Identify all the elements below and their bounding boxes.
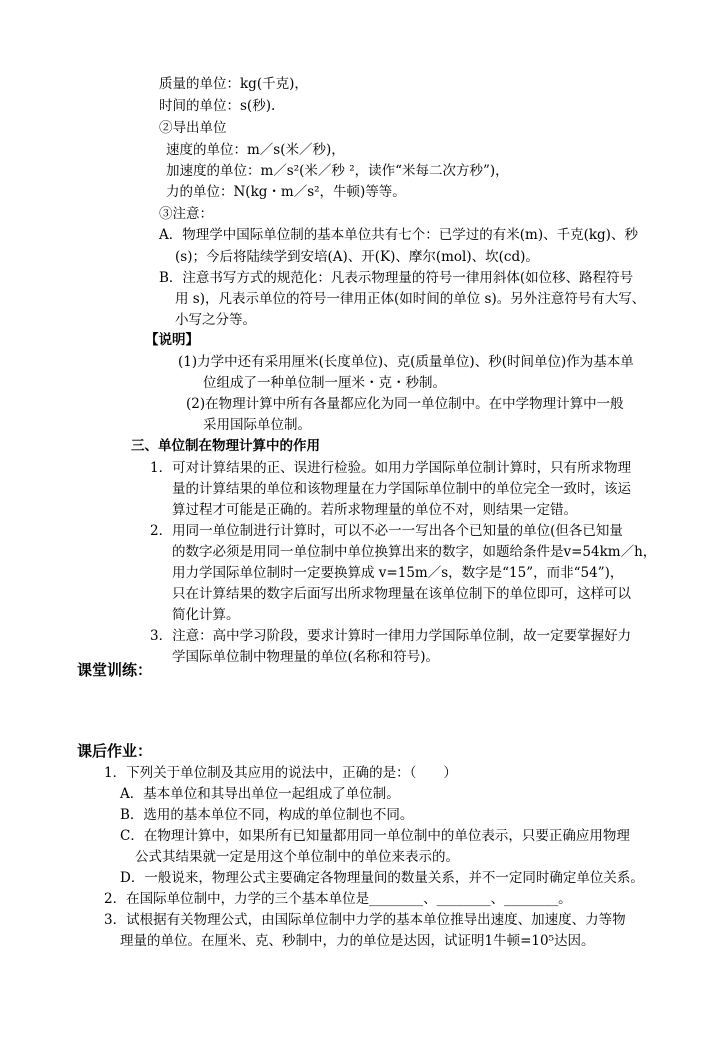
classroom-training-heading: 课堂训练：	[77, 661, 153, 679]
option-d: D．一般说来，物理公式主要确定各物理量间的数量关系，并不一定同时确定单位关系。	[120, 870, 644, 886]
text-line: 学国际单位制中物理量的单位(名称和符号)。	[172, 649, 440, 665]
text-line: 采用国际单位制。	[203, 417, 311, 433]
text-line: (2)在物理计算中所有各量都应化为同一单位制中。在中学物理计算中一般	[186, 396, 624, 412]
text-line: 算过程才可能是正确的。若所求物理量的单位不对，则结果一定错。	[172, 502, 577, 518]
homework-heading: 课后作业：	[77, 742, 153, 760]
text-line: 加速度的单位：m／s²(米／秒 ²，读作“米每二次方秒”)，	[166, 163, 509, 179]
text-line: 质量的单位：kg(千克)，	[159, 76, 308, 92]
text-line: (s)；今后将陆续学到安培(A)、开(K)、摩尔(mol)、坎(cd)。	[175, 249, 539, 265]
text-line: 公式其结果就一定是用这个单位制中的单位来表示的。	[135, 849, 459, 865]
text-line: 位组成了一种单位制一厘米・克・秒制。	[203, 375, 446, 391]
question-2: 2．在国际单位制中，力学的三个基本单位是________、________、________。	[104, 891, 572, 907]
text-line: 简化计算。	[172, 607, 240, 623]
text-line: B．注意书写方式的规范化：凡表示物理量的符号一律用斜体(如位移、路程符号	[159, 270, 634, 286]
text-line: 只在计算结果的数字后面写出所求物理量在该单位制下的单位即可，这样可以	[172, 586, 631, 602]
section-heading: 三、单位制在物理计算中的作用	[131, 438, 320, 454]
text-line: (1)力学中还有采用厘米(长度单位)、克(质量单位)、秒(时间单位)作为基本单	[178, 354, 634, 370]
text-line: 用力学国际单位制时一定要换算成 v=15m／s，数字是“15”，而非“54”)，	[172, 565, 624, 581]
text-line: ②导出单位	[159, 120, 227, 136]
text-line: 1．可对计算结果的正、误进行检验。如用力学国际单位制计算时，只有所求物理	[150, 460, 632, 476]
option-b: B．选用的基本单位不同，构成的单位制也不同。	[120, 807, 414, 823]
section-label: 【说明】	[145, 332, 199, 348]
text-line: 3．注意：高中学习阶段，要求计算时一律用力学国际单位制，故一定要掌握好力	[150, 628, 632, 644]
text-line: 理量的单位。在厘米、克、秒制中，力的单位是达因，试证明1牛顿=10⁵达因。	[120, 933, 595, 949]
text-line: 的数字必须是用同一单位制中单位换算出来的数字，如题给条件是v=54km／h，	[172, 544, 657, 560]
question-3: 3．试根据有关物理公式，由国际单位制中力学的基本单位推导出速度、加速度、力等物	[104, 912, 626, 928]
text-line: 小写之分等。	[175, 312, 256, 328]
text-line: 量的计算结果的单位和该物理量在力学国际单位制中的单位完全一致时，该运	[172, 481, 631, 497]
option-a: A．基本单位和其导出单位一起组成了单位制。	[120, 786, 400, 802]
text-line: 时间的单位：s(秒).	[159, 98, 276, 114]
question-1: 1．下列关于单位制及其应用的说法中，正确的是：（ ）	[104, 765, 457, 781]
text-line: 速度的单位：m／s(米／秒)，	[166, 142, 345, 158]
text-line: ③注意：	[159, 206, 213, 222]
text-line: 2．用同一单位制进行计算时，可以不必一一写出各个已知量的单位(但各已知量	[150, 523, 623, 539]
text-line: A．物理学中国际单位制的基本单位共有七个：已学过的有米(m)、千克(kg)、秒	[159, 227, 638, 243]
text-line: 用 s)，凡表示单位的符号一律用正体(如时间的单位 s)。另外注意符号有大写、	[175, 291, 646, 307]
option-c: C．在物理计算中，如果所有已知量都用同一单位制中的单位表示，只要正确应用物理	[120, 828, 630, 844]
text-line: 力的单位：N(kg・m／s²，牛顿)等等。	[166, 184, 406, 200]
